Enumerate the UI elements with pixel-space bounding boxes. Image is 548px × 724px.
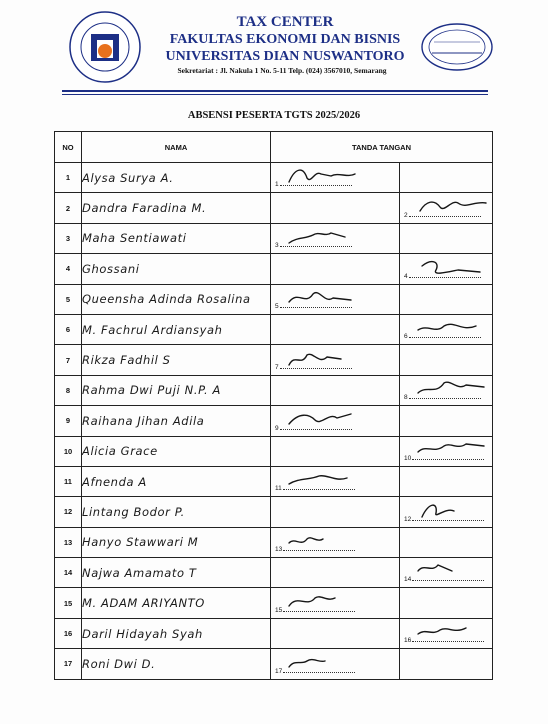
table-header-row xyxy=(55,132,493,163)
letterhead-address: Sekretariat : Jl. Nakula 1 No. 5-11 Telp. (024) 3567010, Semarang xyxy=(177,66,387,75)
signature-cell-right xyxy=(400,223,493,253)
participant-name: Alicia Grace xyxy=(82,436,271,466)
signature-stroke xyxy=(289,597,335,606)
row-number: 16 xyxy=(55,618,82,648)
signature-cell-right xyxy=(400,436,493,466)
handwritten-signature xyxy=(414,559,492,583)
signature-stroke xyxy=(289,476,347,484)
handwritten-signature xyxy=(285,408,363,432)
row-number: 8 xyxy=(55,375,82,405)
signature-slot-number: 5 xyxy=(275,302,279,310)
row-number: 5 xyxy=(55,284,82,314)
participant-name: Rikza Fadhil S xyxy=(82,345,271,375)
table-row xyxy=(55,558,493,588)
signature-cell-right xyxy=(400,406,493,436)
signature-stroke xyxy=(422,261,480,273)
row-number: 1 xyxy=(55,163,82,193)
signature-slot-number: 7 xyxy=(275,363,279,371)
participant-name: Queensha Adinda Rosalina xyxy=(82,284,271,314)
table-row xyxy=(55,588,493,618)
signature-cell-right xyxy=(400,588,493,618)
row-number: 11 xyxy=(55,466,82,496)
signature-stroke xyxy=(420,202,486,211)
participant-name: Raihana Jihan Adila xyxy=(82,406,271,436)
handwritten-signature xyxy=(414,195,492,219)
signature-slot-number: 6 xyxy=(404,333,408,341)
participant-name: Dandra Faradina M. xyxy=(82,193,271,223)
signature-cell-left xyxy=(271,466,400,496)
letterhead xyxy=(150,14,420,77)
signature-slot-number: 13 xyxy=(275,546,283,554)
handwritten-signature xyxy=(414,377,492,401)
table-row xyxy=(55,163,493,193)
row-number: 6 xyxy=(55,314,82,344)
handwritten-signature xyxy=(285,651,363,675)
table-row xyxy=(55,254,493,284)
row-number: 13 xyxy=(55,527,82,557)
table-row xyxy=(55,314,493,344)
signature-cell-right xyxy=(400,466,493,496)
signature-slot-number: 14 xyxy=(404,576,412,584)
handwritten-signature xyxy=(285,225,363,249)
signature-slot-number: 15 xyxy=(275,606,283,614)
handwritten-signature xyxy=(285,286,363,310)
signature-slot-number: 3 xyxy=(275,242,279,250)
signature-cell-left xyxy=(271,163,400,193)
row-number: 12 xyxy=(55,497,82,527)
signature-slot-number: 1 xyxy=(275,181,279,189)
signature-stroke xyxy=(289,538,323,543)
participant-name: Maha Sentiawati xyxy=(82,223,271,253)
signature-cell-right xyxy=(400,527,493,557)
signature-stroke xyxy=(418,628,466,634)
udinus-logo xyxy=(68,10,142,84)
signature-stroke xyxy=(289,233,345,243)
participant-name: Ghossani xyxy=(82,254,271,284)
signature-stroke xyxy=(422,505,454,517)
signature-cell-left xyxy=(271,649,400,679)
participant-name: Alysa Surya A. xyxy=(82,163,271,193)
signature-cell-left xyxy=(271,618,400,648)
letterhead-line2: FAKULTAS EKONOMI DAN BISNIS xyxy=(169,32,401,47)
table-row xyxy=(55,284,493,314)
signature-stroke xyxy=(289,414,351,424)
letterhead-line3: UNIVERSITAS DIAN NUSWANTORO xyxy=(165,49,405,64)
signature-stroke xyxy=(418,444,484,452)
signature-slot-number: 12 xyxy=(404,515,412,523)
signature-slot-number: 11 xyxy=(275,485,282,493)
row-number: 2 xyxy=(55,193,82,223)
tax-center-logo xyxy=(420,22,494,72)
table-row xyxy=(55,497,493,527)
signature-slot-number: 4 xyxy=(404,272,408,280)
signature-stroke xyxy=(418,325,476,331)
handwritten-signature xyxy=(414,620,492,644)
signature-cell-left xyxy=(271,406,400,436)
signature-slot-number: 17 xyxy=(275,667,283,675)
signature-cell-left xyxy=(271,284,400,314)
signature-stroke xyxy=(289,659,325,666)
signature-cell-left xyxy=(271,588,400,618)
signature-cell-right xyxy=(400,163,493,193)
signature-stroke xyxy=(289,354,341,365)
signature-cell-right xyxy=(400,497,493,527)
signature-stroke xyxy=(418,565,452,571)
document-title: ABSENSI PESERTA TGTS 2025/2026 xyxy=(187,110,361,121)
handwritten-signature xyxy=(285,164,363,188)
signature-cell-left xyxy=(271,497,400,527)
signature-cell-right xyxy=(400,618,493,648)
column-header-name: NAMA xyxy=(82,132,271,163)
row-number: 15 xyxy=(55,588,82,618)
participant-name: Hanyo Stawwari M xyxy=(82,527,271,557)
participant-name: Roni Dwi D. xyxy=(82,649,271,679)
handwritten-signature xyxy=(414,499,492,523)
participant-name: M. ADAM ARIYANTO xyxy=(82,588,271,618)
signature-cell-right xyxy=(400,649,493,679)
signature-cell-left xyxy=(271,223,400,253)
row-number: 17 xyxy=(55,649,82,679)
participant-name: Lintang Bodor P. xyxy=(82,497,271,527)
handwritten-signature xyxy=(285,590,363,614)
table-row xyxy=(55,649,493,679)
signature-cell-right xyxy=(400,314,493,344)
table-row xyxy=(55,223,493,253)
signature-cell-right xyxy=(400,193,493,223)
signature-cell-right xyxy=(400,254,493,284)
signature-slot-number: 10 xyxy=(404,454,412,462)
signature-cell-left xyxy=(271,314,400,344)
signature-stroke xyxy=(289,293,351,302)
table-row xyxy=(55,527,493,557)
signature-cell-right xyxy=(400,375,493,405)
signature-cell-left xyxy=(271,254,400,284)
participant-name: Afnenda A xyxy=(82,466,271,496)
signature-cell-left xyxy=(271,436,400,466)
row-number: 3 xyxy=(55,223,82,253)
participant-name: M. Fachrul Ardiansyah xyxy=(82,314,271,344)
table-row xyxy=(55,193,493,223)
table-row xyxy=(55,618,493,648)
signature-slot-number: 16 xyxy=(404,637,412,645)
signature-cell-left xyxy=(271,558,400,588)
header-rule xyxy=(62,90,488,92)
signature-slot-number: 8 xyxy=(404,394,408,402)
table-row xyxy=(55,466,493,496)
participant-name: Najwa Amamato T xyxy=(82,558,271,588)
signature-cell-right xyxy=(400,284,493,314)
handwritten-signature xyxy=(414,316,492,340)
table-row xyxy=(55,436,493,466)
row-number: 7 xyxy=(55,345,82,375)
signature-cell-left xyxy=(271,527,400,557)
attendance-table xyxy=(54,131,493,680)
handwritten-signature xyxy=(414,438,492,462)
column-header-signature: TANDA TANGAN xyxy=(271,132,493,163)
participant-name: Daril Hidayah Syah xyxy=(82,618,271,648)
row-number: 10 xyxy=(55,436,82,466)
row-number: 9 xyxy=(55,406,82,436)
signature-slot-number: 2 xyxy=(404,211,408,219)
column-header-no: NO xyxy=(55,132,82,163)
handwritten-signature xyxy=(285,468,363,492)
handwritten-signature xyxy=(414,256,492,280)
header-rule-thin xyxy=(62,94,488,95)
handwritten-signature xyxy=(285,347,363,371)
signature-cell-right xyxy=(400,345,493,375)
signature-slot-number: 9 xyxy=(275,424,279,432)
row-number: 4 xyxy=(55,254,82,284)
table-row xyxy=(55,345,493,375)
signature-stroke xyxy=(289,171,355,183)
participant-name: Rahma Dwi Puji N.P. A xyxy=(82,375,271,405)
signature-cell-left xyxy=(271,345,400,375)
table-row xyxy=(55,375,493,405)
signature-cell-right xyxy=(400,558,493,588)
signature-cell-left xyxy=(271,375,400,405)
signature-cell-left xyxy=(271,193,400,223)
handwritten-signature xyxy=(285,529,363,553)
row-number: 14 xyxy=(55,558,82,588)
table-row xyxy=(55,406,493,436)
signature-stroke xyxy=(418,382,484,393)
table-body xyxy=(55,163,493,680)
letterhead-line1: TAX CENTER xyxy=(236,14,334,30)
